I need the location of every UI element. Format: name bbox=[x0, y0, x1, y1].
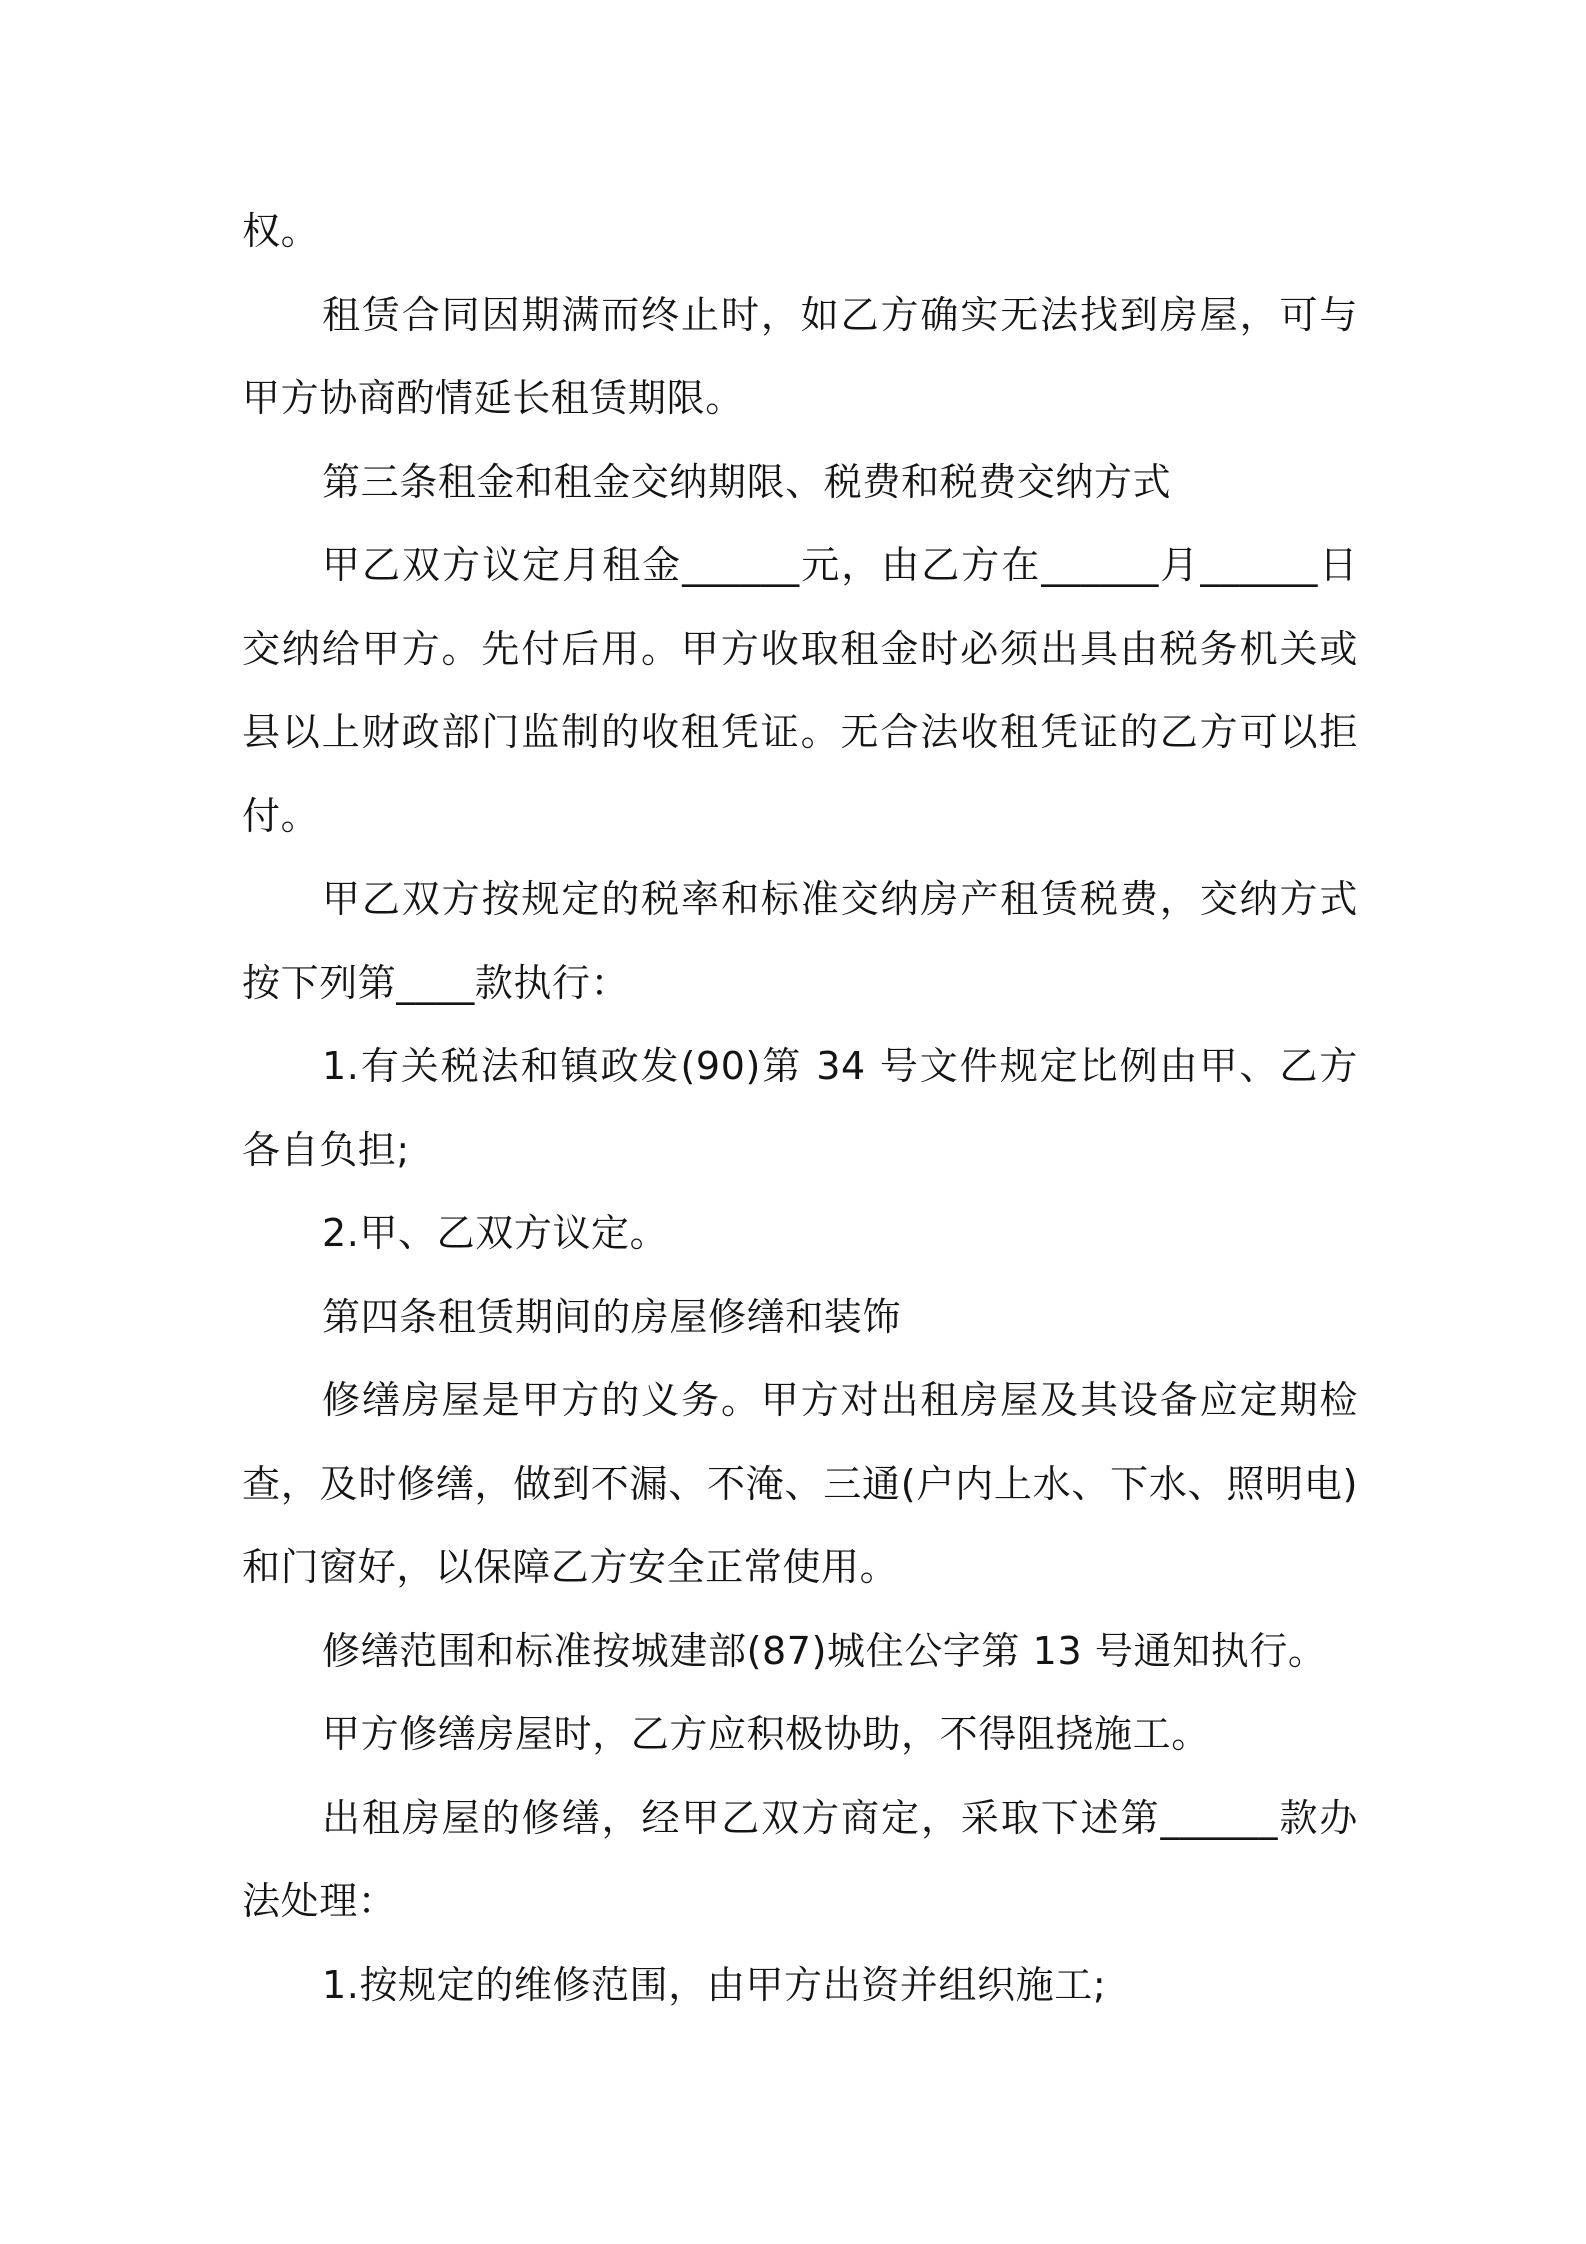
paragraph-repair-obligation: 修缮房屋是甲方的义务。甲方对出租房屋及其设备应定期检查，及时修缮，做到不漏、不淹、三通(户内上水、下水、照明电)和门窗好，以保障乙方安全正常使用。 bbox=[242, 1378, 1358, 1589]
article-3-heading: 第三条租金和租金交纳期限、税费和税费交纳方式 bbox=[322, 459, 1172, 504]
paragraph-tax-payment: 甲乙双方按规定的税率和标准交纳房产租赁税费，交纳方式按下列第____款执行： bbox=[242, 877, 1358, 1005]
paragraph-lease-extension: 租赁合同因期满而终止时，如乙方确实无法找到房屋，可与甲方协商酌情延长租赁期限。 bbox=[242, 292, 1358, 420]
paragraph-rent-payment: 甲乙双方议定月租金______元，由乙方在______月______日交纳给甲方。先付后用。甲方收取租金时必须出具由税务机关或县以上财政部门监制的收租凭证。无合法收租凭证的乙方可以拒付。 bbox=[242, 543, 1358, 838]
list-item-tax-option-1: 1.有关税法和镇政发(90)第 34 号文件规定比例由甲、乙方各自负担; bbox=[242, 1044, 1358, 1172]
document-body bbox=[242, 190, 1358, 2027]
list-item-tax-option-2: 2.甲、乙双方议定。 bbox=[322, 1211, 669, 1255]
paragraph-repair-cooperation: 甲方修缮房屋时，乙方应积极协助，不得阻挠施工。 bbox=[322, 1712, 1210, 1756]
article-4-heading: 第四条租赁期间的房屋修缮和装饰 bbox=[322, 1294, 902, 1339]
paragraph-continuation: 权。 bbox=[242, 209, 320, 253]
paragraph-repair-method: 出租房屋的修缮，经甲乙双方商定，采取下述第______款办法处理： bbox=[242, 1795, 1358, 1923]
list-item-repair-option-1: 1.按规定的维修范围，由甲方出资并组织施工; bbox=[322, 1962, 1107, 2007]
paragraph-repair-scope: 修缮范围和标准按城建部(87)城住公字第 13 号通知执行。 bbox=[322, 1628, 1327, 1673]
